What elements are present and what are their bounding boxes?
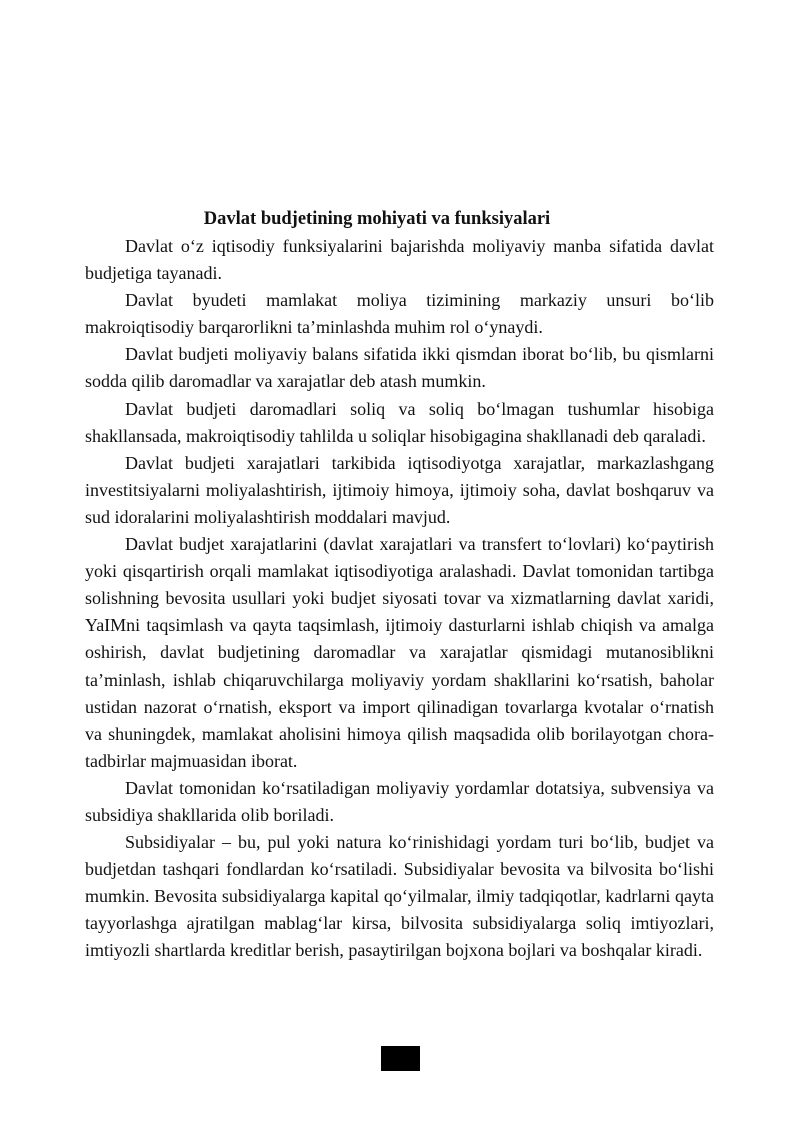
- page-number-marker: [381, 1046, 420, 1071]
- document-title: Davlat budjetining mohiyati va funksiyalari: [203, 209, 551, 229]
- paragraph-4: Davlat budjeti daromadlari soliq va soliq bo‘lmagan tushumlar hisobiga shakllansada, makroiqtisodiy tahlilda u soliqlar hisobigagina shakllanadi deb qaraladi.: [85, 398, 714, 446]
- paragraph-5: Davlat budjeti xarajatlari tarkibida iqtisodiyotga xarajatlar, markazlashgang investitsiyalarni moliyalashtirish, ijtimoiy himoya, ijtimoiy soha, davlat boshqaruv va sud idoralarini moliyalashtirish moddalari mavjud.: [85, 452, 714, 527]
- paragraph-8: Subsidiyalar – bu, pul yoki natura ko‘rinishidagi yordam turi bo‘lib, budjet va budjetdan tashqari fondlardan ko‘rsatiladi. Subsidiyalar bevosita va bilvosita bo‘lishi mumkin. Bevosita subsidiyalarga kapital qo‘yilmalar, ilmiy tadqiqotlar, kadrlarni qayta tayyorlashga ajratilgan mablag‘lar kirsa, bilvosita subsidiyalarga soliq imtiyozlari, imtiyozli shartlarda kreditlar berish, pasaytirilgan bojxona bojlari va boshqalar kiradi.: [85, 832, 714, 961]
- paragraph-1: Davlat o‘z iqtisodiy funksiyalarini bajarishda moliyaviy manba sifatida davlat budjetiga tayanadi.: [85, 236, 714, 284]
- paragraph-6: Davlat budjet xarajatlarini (davlat xarajatlari va transfert to‘lovlari) ko‘paytirish yoki qisqartirish orqali mamlakat iqtisodiyotiga aralashadi. Davlat tomonidan tartibga solishning bevosita usullari yoki budjet siyosati tovar va xizmatlarning davlat xaridi, YaIMni taqsimlash va qayta taqsimlash, ijtimoiy dasturlarni ishlab chiqish va amalga oshirish, davlat budjetining daromadlar va xarajatlar qismidagi mutanosiblikni ta’minlash, ishlab chiqaruvchilarga moliyaviy yordam shakllarini ko‘rsatish, baholar ustidan nazorat o‘rnatish, eksport va import qilinadigan tovarlarga kvotalar o‘rnatish va shuningdek, mamlakat aholisini himoya qilish maqsadida olib borilayotgan chora-tadbirlar majmuasidan iborat.: [85, 534, 714, 771]
- paragraph-3: Davlat budjeti moliyaviy balans sifatida ikki qismdan iborat bo‘lib, bu qismlarni sodda qilib daromadlar va xarajatlar deb atash mumkin.: [85, 344, 714, 392]
- paragraph-2: Davlat byudeti mamlakat moliya tizimining markaziy unsuri bo‘lib makroiqtisodiy barqarorlikni ta’minlashda muhim rol o‘ynaydi.: [85, 290, 714, 338]
- paragraph-7: Davlat tomonidan ko‘rsatiladigan moliyaviy yordamlar dotatsiya, subvensiya va subsidiya shakllarida olib boriladi.: [85, 777, 714, 825]
- document-body: [85, 233, 714, 965]
